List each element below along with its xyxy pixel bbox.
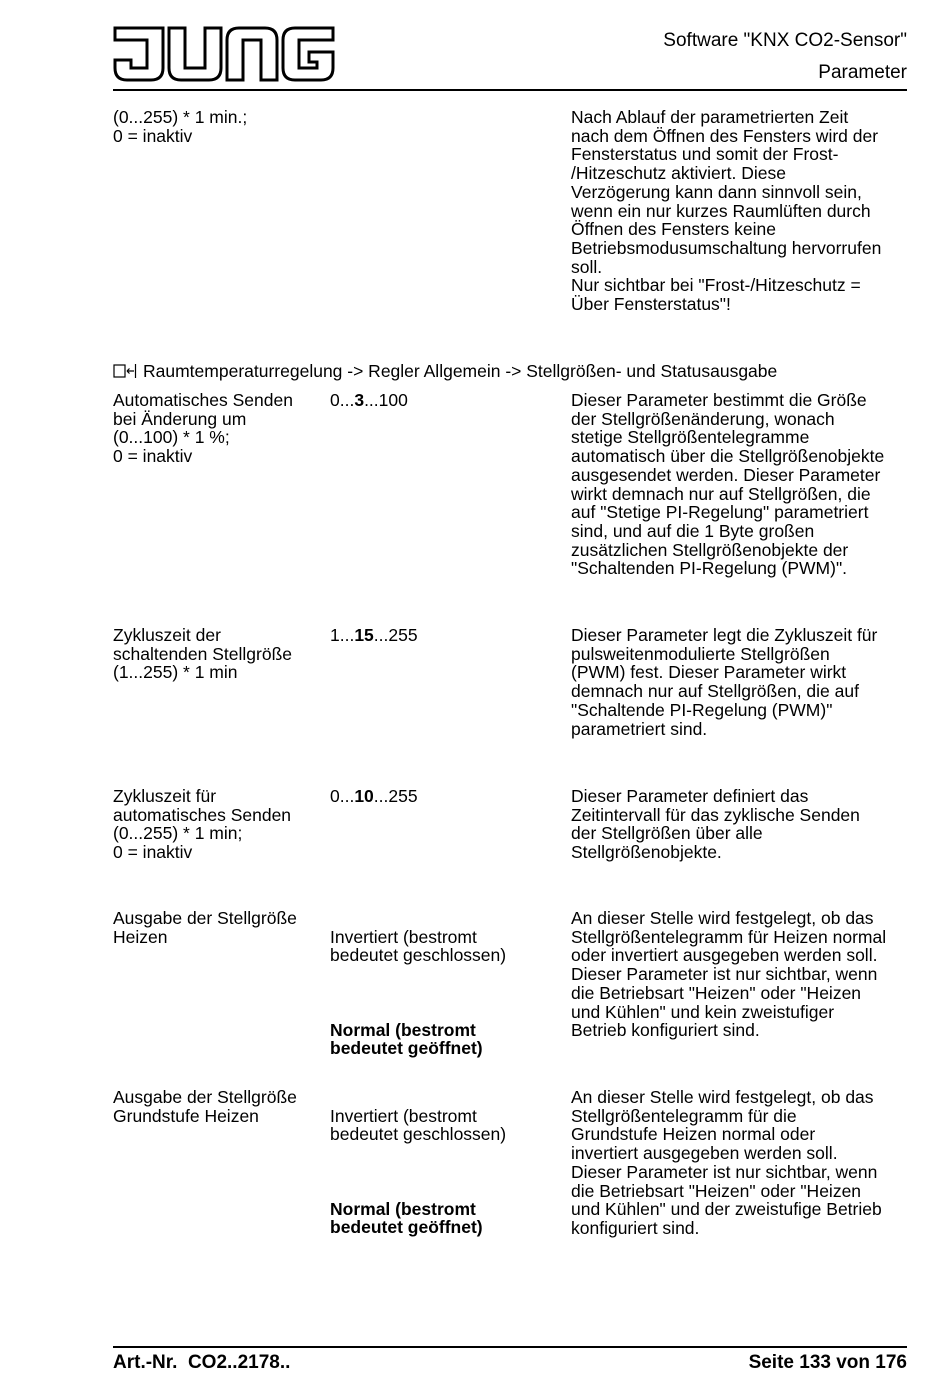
- param-options: [330, 909, 565, 1077]
- param-label: Ausgabe der Stellgröße Grundstufe Heizen: [113, 1087, 297, 1126]
- continuation-description: Nach Ablauf der parametrierten Zeit nach dem Öffnen des Fensters wird der Fensterstatus und somit der Frost- /Hitzeschutz aktiviert. Diese Verzögerung kann dann sinnvoll sein, wenn ein nur kurzes Raumlüften durch Öffnen des Fensters keine Betriebsmodusumschaltung hervorrufen soll. Nur sichtbar bei "Frost-/Hitzeschutz = Über Fensterstatus"!: [571, 107, 882, 315]
- header-rule: [113, 89, 907, 91]
- article-number: Art.-Nr. CO2..2178..: [113, 1352, 291, 1373]
- param-description: Dieser Parameter definiert das Zeitintervall für das zyklische Senden der Stellgrößen über alle Stellgrößenobjekte.: [571, 786, 860, 863]
- param-options: [330, 1088, 565, 1256]
- param-option-default: Normal (bestromt bedeutet geöffnet): [330, 1198, 483, 1238]
- document-title: Software "KNX CO2-Sensor": [663, 30, 907, 51]
- param-option-default: Normal (bestromt bedeutet geöffnet): [330, 1019, 483, 1059]
- param-value-range: 0...3...100: [330, 390, 408, 410]
- param-description: Dieser Parameter legt die Zykluszeit für pulsweitenmodulierte Stellgrößen (PWM) fest. Dieser Parameter wirkt demnach nur auf Stellgrößen, die auf "Schaltende PI-Regelung (PWM)" parametriert sind.: [571, 625, 878, 739]
- jung-logo: [113, 26, 335, 82]
- continuation-label: (0...255) * 1 min.; 0 = inaktiv: [113, 107, 248, 146]
- param-label: Automatisches Senden bei Änderung um (0...100) * 1 %; 0 = inaktiv: [113, 390, 293, 467]
- param-value-range: 0...10...255: [330, 786, 418, 806]
- param-default-value: 3: [354, 390, 365, 410]
- param-description: Dieser Parameter bestimmt die Größe der Stellgrößenänderung, wonach stetige Stellgrößentelegramme automatisch über die Stellgrößenobjekte ausgesendet werden. Dieser Parameter wirkt demnach nur auf Stellgrößen, die auf "Stetige PI-Regelung" parametriert sind, und auf die 1 Byte großen zusätzlichen Stellgrößenobjekte der "Schaltenden PI-Regelung (PWM)".: [571, 390, 885, 579]
- param-description: An dieser Stelle wird festgelegt, ob das Stellgrößentelegramm für die Grundstufe Heizen normal oder invertiert ausgegeben werden soll. Dieser Parameter ist nur sichtbar, wenn die Betriebsart "Heizen" oder "Heizen und Kühlen" und der zweistufige Betrieb konfiguriert sind.: [571, 1087, 882, 1238]
- document-subtitle: Parameter: [818, 62, 907, 83]
- param-label: Zykluszeit der schaltenden Stellgröße (1...255) * 1 min: [113, 625, 292, 683]
- section-heading: [113, 360, 777, 382]
- page-number: Seite 133 von 176: [748, 1352, 907, 1373]
- param-value-range: 1...15...255: [330, 625, 418, 645]
- param-label: Ausgabe der Stellgröße Heizen: [113, 908, 297, 947]
- param-option: Invertiert (bestromt bedeutet geschlossen): [330, 926, 507, 966]
- param-label: Zykluszeit für automatisches Senden (0...255) * 1 min; 0 = inaktiv: [113, 786, 292, 863]
- param-option: Invertiert (bestromt bedeutet geschlossen): [330, 1105, 507, 1145]
- parameter-folder-icon: [113, 363, 137, 379]
- param-default-value: 15: [354, 625, 374, 645]
- param-description: An dieser Stelle wird festgelegt, ob das Stellgrößentelegramm für Heizen normal oder invertiert ausgegeben werden soll. Dieser Parameter ist nur sichtbar, wenn die Betriebsart "Heizen" oder "Heizen und Kühlen" und kein zweistufiger Betrieb konfiguriert sind.: [571, 908, 887, 1041]
- section-title: Raumtemperaturregelung -> Regler Allgemein -> Stellgrößen- und Statusausgabe: [143, 361, 778, 381]
- param-default-value: 10: [354, 786, 374, 806]
- footer-rule: [113, 1346, 907, 1348]
